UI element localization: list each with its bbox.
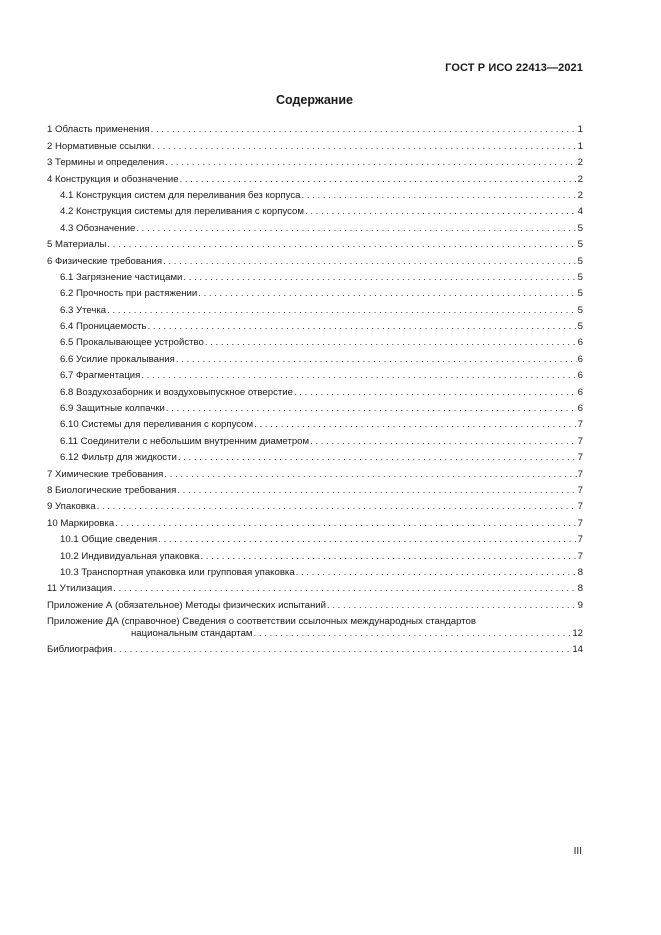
toc-entry-page: 6 [577, 353, 583, 365]
toc-entry-label: 10.3 Транспортная упаковка или групповая упаковка [60, 566, 295, 578]
toc-entry[interactable] [47, 415, 583, 431]
toc-entry-label: 4 Конструкция и обозначение [47, 173, 179, 185]
toc-entry-page: 7 [577, 517, 583, 529]
toc-leader-dots [141, 370, 576, 382]
toc-entry-label: 6.1 Загрязнение частицами [60, 271, 183, 283]
toc-entry-label: 10.1 Общие сведения [60, 534, 158, 546]
toc-entry[interactable] [47, 349, 583, 365]
toc-entry[interactable] [47, 284, 583, 300]
toc-entry-label: 6.9 Защитные колпачки [60, 403, 165, 415]
toc-entry-label: 6.7 Фрагментация [60, 370, 141, 382]
toc-entry-page: 2 [577, 157, 583, 169]
page-number: III [573, 846, 582, 857]
toc-entry[interactable] [47, 448, 583, 464]
toc-entry-page: 5 [577, 239, 583, 251]
toc-leader-dots [296, 567, 577, 579]
toc-leader-dots [254, 419, 577, 431]
toc-leader-dots [177, 485, 576, 497]
toc-leader-dots [148, 321, 577, 333]
toc-entry-label: Библиография [47, 644, 113, 656]
toc-entry-label: 10.2 Индивидуальная упаковка [60, 550, 200, 562]
toc-entry[interactable] [47, 579, 583, 595]
toc-entry-page: 7 [577, 435, 583, 447]
toc-entry-label: 6.10 Системы для переливания с корпусом [60, 419, 254, 431]
toc-entry-page: 1 [577, 140, 583, 152]
toc-entry-page: 7 [577, 419, 583, 431]
toc-leader-dots [158, 534, 576, 546]
toc-leader-dots [107, 239, 576, 251]
page-title: Содержание [275, 93, 353, 107]
toc-entry-page: 6 [577, 403, 583, 415]
toc-entry-page: 1 [577, 124, 583, 136]
toc-leader-dots [310, 436, 577, 448]
toc-entry-label-continued: национальным стандартам [131, 627, 253, 639]
toc-entry[interactable] [47, 202, 583, 218]
toc-leader-dots [180, 174, 577, 186]
toc-entry-label: 6.5 Прокалывающее устройство [60, 337, 204, 349]
toc-entry-label: 6 Физические требования [47, 255, 163, 267]
toc-leader-dots [114, 644, 572, 656]
toc-leader-dots [183, 272, 576, 284]
toc-entry[interactable] [47, 399, 583, 415]
toc-entry-page: 12 [572, 627, 583, 639]
toc-entry-page: 5 [577, 271, 583, 283]
toc-entry-label: 5 Материалы [47, 239, 107, 251]
toc-entry-page: 2 [577, 189, 583, 201]
toc-entry-page: 9 [577, 599, 583, 611]
toc-entry[interactable] [47, 317, 583, 333]
toc-leader-dots [164, 469, 576, 481]
toc-leader-dots [151, 124, 577, 136]
toc-entry-page: 8 [577, 566, 583, 578]
toc-entry-page: 14 [572, 644, 583, 656]
toc-entry[interactable] [47, 169, 583, 185]
toc-entry-label: 4.2 Конструкция системы для переливания с корпусом [60, 206, 304, 218]
toc-entry-page: 5 [577, 222, 583, 234]
toc-entry-label: 6.4 Проницаемость [60, 321, 147, 333]
toc-leader-dots [302, 190, 577, 202]
toc-entry[interactable] [47, 464, 583, 480]
toc-entry-label: Приложение ДА (справочное) Сведения о соответствии ссылочных международных стандартов [47, 615, 476, 627]
toc-entry[interactable] [47, 251, 583, 267]
toc-leader-dots [165, 157, 576, 169]
toc-entry[interactable] [47, 300, 583, 316]
toc-leader-dots [107, 305, 577, 317]
toc-entry-label: 9 Упаковка [47, 501, 96, 513]
toc-entry-page: 7 [577, 484, 583, 496]
toc-leader-dots [176, 354, 577, 366]
toc-entry-label: 4.1 Конструкция систем для переливания без корпуса [60, 189, 301, 201]
toc-leader-dots [152, 141, 577, 153]
toc-entry[interactable] [47, 481, 583, 497]
toc-entry-page: 5 [577, 255, 583, 267]
toc-entry[interactable] [47, 563, 583, 579]
toc-entry[interactable] [47, 513, 583, 529]
toc-entry-label: 6.11 Соединители с небольшим внутренним диаметром [60, 435, 310, 447]
toc-leader-dots [305, 206, 577, 218]
toc-entry[interactable] [47, 546, 583, 562]
toc-leader-dots [200, 551, 576, 563]
toc-entry[interactable] [47, 186, 583, 202]
toc-entry-label: 8 Биологические требования [47, 484, 177, 496]
toc-entry-page: 8 [577, 583, 583, 595]
toc-entry-page: 7 [577, 534, 583, 546]
toc-entry-page: 6 [577, 370, 583, 382]
toc-entry-page: 6 [577, 386, 583, 398]
toc-leader-dots [254, 628, 572, 640]
toc-entry-page: 6 [577, 337, 583, 349]
toc-entry[interactable] [47, 530, 583, 546]
toc-entry-label: 2 Нормативные ссылки [47, 140, 152, 152]
toc-leader-dots [166, 403, 577, 415]
toc-entry-label: 4.3 Обозначение [60, 222, 136, 234]
toc-entry-label: 6.8 Воздухозаборник и воздуховыпускное отверстие [60, 386, 293, 398]
toc-entry-page: 5 [577, 288, 583, 300]
toc-entry-label: 6.12 Фильтр для жидкости [60, 452, 177, 464]
toc-entry-page: 7 [577, 452, 583, 464]
toc-entry-bibliography[interactable] [47, 640, 583, 656]
toc-leader-dots [178, 452, 577, 464]
toc-entry[interactable] [47, 235, 583, 251]
toc-entry-label: 6.2 Прочность при растяжении [60, 288, 198, 300]
table-of-contents [47, 120, 583, 656]
toc-entry-annex-da[interactable] [47, 612, 583, 640]
toc-entry[interactable] [47, 153, 583, 169]
toc-entry-page: 7 [577, 550, 583, 562]
toc-leader-dots [97, 501, 577, 513]
toc-entry-label: 3 Термины и определения [47, 157, 165, 169]
toc-entry-page: 7 [577, 501, 583, 513]
toc-entry-page: 5 [577, 304, 583, 316]
toc-entry[interactable] [47, 366, 583, 382]
toc-entry[interactable] [47, 595, 583, 611]
toc-entry-label: 6.6 Усилие прокалывания [60, 353, 175, 365]
toc-entry-page: 7 [577, 468, 583, 480]
toc-entry[interactable] [47, 136, 583, 152]
toc-entry-label: Приложение А (обязательное) Методы физических испытаний [47, 599, 326, 611]
toc-entry-label: 7 Химические требования [47, 468, 164, 480]
toc-leader-dots [198, 288, 576, 300]
toc-entry[interactable] [47, 120, 583, 136]
toc-leader-dots [163, 256, 577, 268]
toc-leader-dots [115, 518, 576, 530]
toc-entry[interactable] [47, 333, 583, 349]
toc-entry[interactable] [47, 497, 583, 513]
toc-leader-dots [327, 600, 577, 612]
document-code: ГОСТ Р ИСО 22413—2021 [445, 62, 583, 74]
toc-leader-dots [294, 387, 577, 399]
toc-entry[interactable] [47, 431, 583, 447]
toc-leader-dots [205, 337, 577, 349]
toc-entry-label: 1 Область применения [47, 124, 150, 136]
toc-entry[interactable] [47, 382, 583, 398]
toc-entry-page: 5 [577, 321, 583, 333]
toc-entry-label: 6.3 Утечка [60, 304, 107, 316]
toc-entry-page: 2 [577, 173, 583, 185]
toc-entry-label: 11 Утилизация [47, 583, 113, 595]
toc-entry[interactable] [47, 218, 583, 234]
toc-leader-dots [113, 583, 576, 595]
toc-leader-dots [136, 223, 576, 235]
toc-entry-page: 4 [577, 206, 583, 218]
toc-entry[interactable] [47, 268, 583, 284]
toc-entry-label: 10 Маркировка [47, 517, 115, 529]
